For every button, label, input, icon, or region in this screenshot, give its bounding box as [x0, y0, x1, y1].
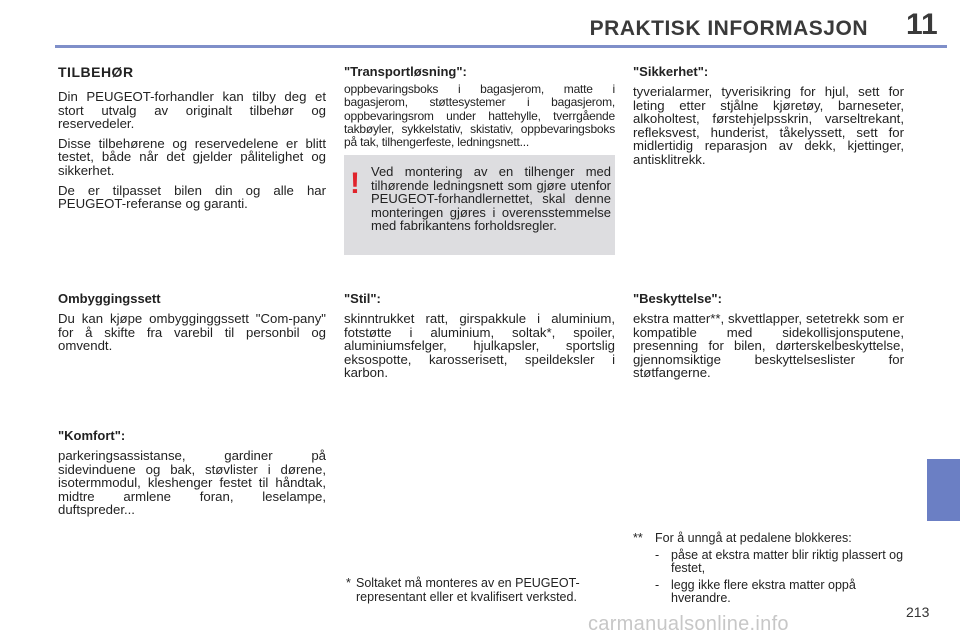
comfort-text: parkeringsassistanse, gardiner på sidevinduene og bak, støvlister i dørene, isotermmodul, kleshenger festet til håndtak, midtre armlene foran, leselampe, duftspreder... [58, 448, 326, 518]
transport-text: oppbevaringsboks i bagasjerom, matte i bagasjerom, støttesystemer i bagasjerom, oppbevaringsrom under hattehylle, tverrgående takbøyler, sykkelstativ, skistativ, oppbevaringsboks på tak, tilhengerfeste, ledningsnett... [344, 82, 615, 150]
dash-marker: - [655, 577, 660, 592]
chapter-number: 11 [906, 8, 938, 41]
footnote-list-item [655, 579, 908, 606]
safety-text: tyverialarmer, tyverisikring for hjul, sett for leting etter stjålne kjøretøy, barneseter, alkoholtest, førstehjelpsskrin, varseltrekant, refleksvest, hunderist, tåkelyssett, sett for midlertidig reparasjon av dekk, kjettinger, antisklitrekk. [633, 84, 904, 167]
exclamation-icon: ! [350, 167, 360, 200]
page-number: 213 [906, 604, 930, 620]
conversion-kit-text: Du kan kjøpe ombygginggssett "Com-pany" for å skifte fra varebil til personbil og omvendt. [58, 311, 326, 354]
style-heading: "Stil": [344, 291, 381, 306]
footnote-mats [633, 532, 908, 606]
intro-paragraph-2: Disse tilbehørene og reservedelene er blitt testet, både når det gjelder pålitelighet og sikkerhet. [58, 135, 326, 178]
comfort-heading: "Komfort": [58, 428, 126, 443]
page-header-title: PRAKTISK INFORMASJON [589, 17, 868, 40]
accessories-section [58, 64, 326, 211]
footnote-marker: * [346, 576, 351, 590]
transport-section [344, 64, 615, 149]
warning-text: Ved montering av en tilhenger med tilhørende ledningsnett som gjøre utenfor PEUGEOT-forhandlernettet, skal denne monteringen gjøres i overensstemmelse med fabrikantens forholdsregler. [371, 164, 611, 234]
style-text: skinntrukket ratt, girspakkule i aluminium, fotstøtte i aluminium, soltak*, spoiler, aluminiumsfelger, hjulkapsler, sportslig eksospotte, karosserisett, speildeksler i karbon. [344, 311, 615, 381]
conversion-kit-section [58, 291, 326, 353]
dash-marker: - [655, 547, 660, 562]
watermark: carmanualsonline.info [588, 613, 789, 635]
chapter-side-tab [927, 459, 960, 521]
footnote-text: For å unngå at pedalene blokkeres: [655, 531, 852, 545]
intro-paragraph-3: De er tilpasset bilen din og alle har PEUGEOT-referanse og garanti. [58, 182, 326, 212]
footnote-list-text: legg ikke flere ekstra matter oppå hverandre. [671, 577, 856, 605]
conversion-kit-heading: Ombyggingssett [58, 291, 161, 306]
footnote-text: Soltaket må monteres av en PEUGEOT-representant eller et kvalifisert verksted. [356, 576, 580, 604]
footnote-list-text: påse at ekstra matter blir riktig plassert og festet, [671, 547, 904, 575]
transport-heading: "Transportløsning": [344, 64, 467, 79]
comfort-section [58, 428, 326, 517]
safety-heading: "Sikkerhet": [633, 64, 709, 79]
intro-paragraph-1: Din PEUGEOT-forhandler kan tilby deg et stort utvalg av originalt tilbehør og reservedeler. [58, 89, 326, 132]
protection-heading: "Beskyttelse": [633, 291, 722, 306]
header-divider [55, 45, 947, 48]
safety-section [633, 64, 904, 167]
style-section [344, 291, 615, 380]
footnote-sunroof [346, 577, 621, 604]
footnote-list-item [655, 549, 908, 576]
footnote-marker: ** [633, 531, 643, 545]
warning-box [344, 155, 615, 255]
protection-text: ekstra matter**, skvettlapper, setetrekk som er kompatible med sidekollisjonsputene, presenning for bilen, dørterskelbeskyttelse, gjennomsiktige beskyttelseslister for støtfangerne. [633, 311, 904, 381]
section-heading: TILBEHØR [58, 64, 134, 80]
protection-section [633, 291, 904, 380]
